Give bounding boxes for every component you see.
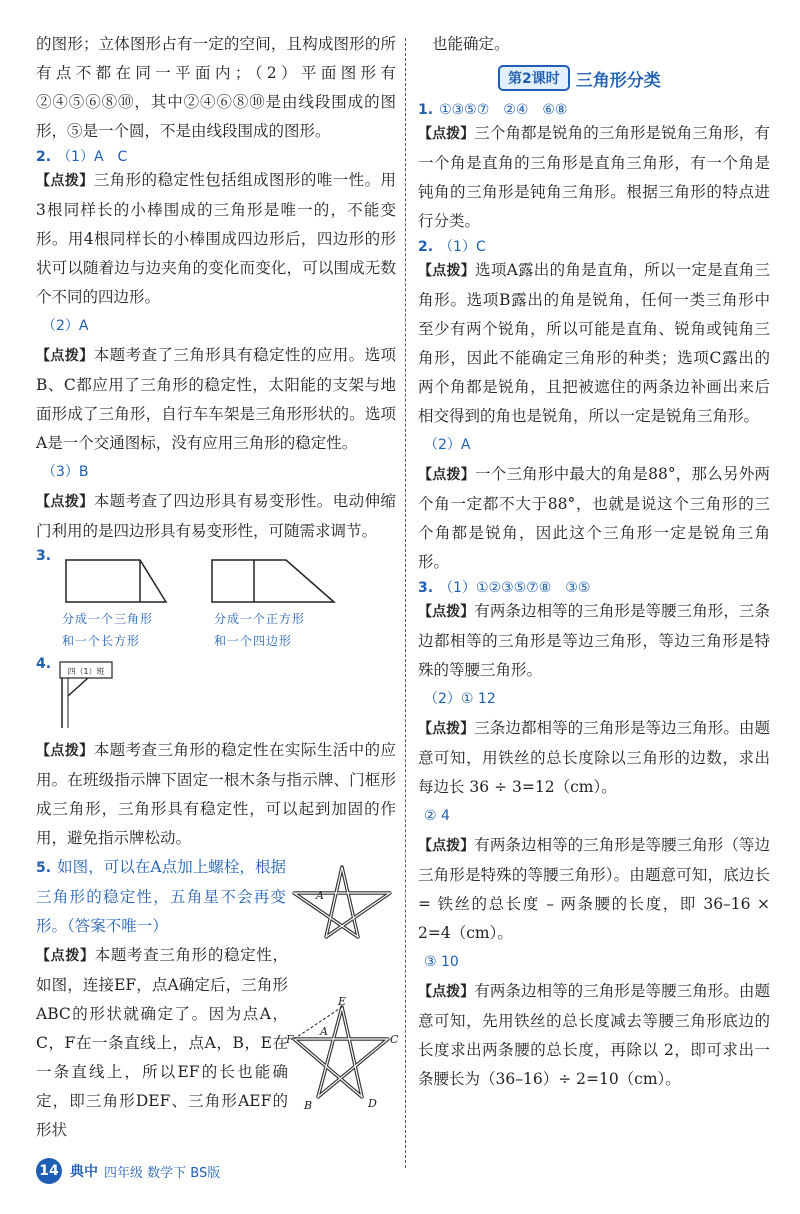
lesson-title: 三角形分类 <box>575 70 661 91</box>
caption: 和一个四边形 <box>214 634 293 648</box>
caption: 分成一个正方形 <box>214 612 306 626</box>
question-2: 2. （1）A C 【点拨】三角形的稳定性包括组成图形的唯一性。用3根同样长的小棒围成的三角形是唯一的，不能变形。用4根同样长的小棒围成四边形后，四边形的形状可以随着边与边夹角的变化而变化，可以围成无数个不同的四边形。 （2）A 【点拨】本题考查了三角形具有稳定性的应用。选项B、C都应用了三角形的稳定性，太阳能的支架与地面形成了三角形，自行车车架是三角形形状的。选项A是一个交通图标，没有应用三角形的稳定性。 （3）B 【点拨】本题考查了四边形具有易变形性。电动伸缩门利用的是四边形具有易变形性，可随需求调节。 <box>36 149 396 540</box>
r-question-1: 1. ①③⑤⑦ ②④ ⑥⑧ 【点拨】三个角都是锐角的三角形是锐角三角形，有一个角是直角的三角形是直角三角形，有一个角是钝角的三角形是钝角三角形。根据三角形的特点进行分类。 <box>418 102 770 230</box>
tip-text: 三个角都是锐角的三角形是锐角三角形，有一个角是直角的三角形是直角三角形，有一个角是钝角的三角形是钝角三角形。根据三角形的特点进行分类。 <box>418 124 770 230</box>
answer: 如图，可以在A点加上螺栓，根据三角形的稳定性，五角星不会再变形。（答案不唯一） <box>36 858 286 935</box>
caption: 和一个长方形 <box>62 634 141 648</box>
q3-figures <box>62 556 362 606</box>
tip-label: 【点拨】 <box>418 838 475 854</box>
point-label: A <box>320 1025 328 1038</box>
r-question-3: 3. （1）①②③⑤⑦⑧ ③⑤ 【点拨】有两条边相等的三角形是等腰三角形，三条边都相等的三角形是等边三角形，等边三角形是特殊的等腰三角形。 （2）① 12 【点拨】三条边都相等的三角形是等边三角形。由题意可知，用铁丝的总长度除以三角形的边数，求出每边长 36 ÷ 3=12（cm）。 ② 4 【点拨】有两条边相等的三角形是等腰三角形（等边三角形是特殊的等腰三角形）。由题意可知，底边长 = 铁丝的总长度 – 两条腰的长度，即 36–16 × 2=4（cm）。 ③ 10 【点拨】有两条边相等的三角形是等腰三角形。由题意可知，先用铁丝的总长度减去等腰三角形底边的长度求出两条腰的总长度，再除以 2，即可求出一条腰长为（36–16）÷ 2=10（cm）。 <box>418 580 770 1088</box>
caption: 分成一个三角形 <box>62 612 154 626</box>
q5-continuation: 也能确定。 <box>432 35 510 53</box>
tip-label: 【点拨】 <box>36 348 94 364</box>
answer: （2）A <box>424 437 471 453</box>
tip-label: 【点拨】 <box>418 126 475 142</box>
r-question-2: 2. （1）C 【点拨】选项A露出的角是直角，所以一定是直角三角形。选项B露出的角是锐角，任何一类三角形中至少有两个锐角，所以可能是直角、锐角或钝角三角形，因此不能确定三角形的种类；选项C露出的两个角都是锐角，且把被遮住的两条边补画出来后相交得到的角也是锐角，所以一定是锐角三角形。 （2）A 【点拨】一个三角形中最大的角是88°，那么另外两个角一定都不大于88°，也就是说这个三角形的三个角都是锐角，因此这个三角形一定是锐角三角形。 <box>418 239 771 571</box>
tip-label: 【点拨】 <box>36 173 94 189</box>
point-label: E <box>338 995 347 1008</box>
point-label: C <box>390 1033 399 1046</box>
answer: ①③⑤⑦ ②④ ⑥⑧ <box>439 102 568 118</box>
question-4: 4. 四（1）班 <box>36 656 396 736</box>
question-3: 3. 分成一个三角形 和一个长方形 分成一个正方形 和一个四边形 <box>36 548 396 656</box>
tip-label: 【点拨】 <box>36 948 95 964</box>
answer: （1）①②③⑤⑦⑧ ③⑤ <box>439 580 591 596</box>
tip-text: 本题考查三角形的稳定性，如图，连接EF，点A确定后，三角形ABC的形状就确定了。因为点A，C，F在一条直线上，点A，B，E在一条直线上，所以EF的长也能确定，即三角形DEF、三角形AEF的形状 <box>36 946 288 1139</box>
page-footer <box>36 1158 220 1184</box>
answer: （1）A C <box>57 149 128 165</box>
tip-label: 【点拨】 <box>418 721 475 737</box>
answer: （2）A <box>42 318 89 334</box>
answer: （3）B <box>42 464 89 480</box>
page-number: 14 <box>36 1158 62 1184</box>
lesson-tag: 第2课时 <box>498 65 570 91</box>
column-divider <box>405 38 406 1168</box>
tip-label: 【点拨】 <box>418 604 475 620</box>
right-column <box>418 30 770 1094</box>
tip-label: 【点拨】 <box>36 743 94 759</box>
brand-logo: 典中 <box>70 1164 98 1180</box>
answer: ③ 10 <box>424 954 459 970</box>
star-figure-top <box>286 863 401 951</box>
tip-text: 有两条边相等的三角形是等腰三角形（等边三角形是特殊的等腰三角形）。由题意可知，底边长 = 铁丝的总长度 – 两条腰的长度，即 36–16 × 2=4（cm）。 <box>418 836 770 942</box>
answer: ② 4 <box>424 808 450 824</box>
tip-text: 本题考查了三角形具有稳定性的应用。选项B、C都应用了三角形的稳定性，太阳能的支架与地面形成了三角形，自行车车架是三角形形状的。选项A是一个交通图标，没有应用三角形的稳定性。 <box>36 346 396 452</box>
tip-text: 一个三角形中最大的角是88°，那么另外两个角一定都不大于88°，也就是说这个三角形的三个角都是锐角，因此这个三角形一定是锐角三角形。 <box>418 465 771 571</box>
question-5: A 5. 如图，可以在A点加上螺栓，根据三角形的稳定性，五角星不会再变形。（答案不唯一） E F C A B D 【点拨】本题考查三角形的稳定性，如图，连接EF，点A确定后，三角形ABC的形状就确定了。因为点A，C，F在一条直线上，点A，B，E在一条直线上，所以EF的长也能确定，即三角形DEF、三角形AEF的形状 <box>36 853 396 1145</box>
answer: （2）① 12 <box>424 691 496 707</box>
answer: （1）C <box>439 239 486 255</box>
tip-text: 三条边都相等的三角形是等边三角形。由题意可知，用铁丝的总长度除以三角形的边数，求出每边长 36 ÷ 3=12（cm）。 <box>418 719 770 796</box>
tip-text: 本题考查三角形的稳定性在实际生活中的应用。在班级指示牌下固定一根木条与指示牌、门框形成三角形，三角形具有稳定性，可以起到加固的作用，避免指示牌松动。 <box>36 741 396 847</box>
star-figure-labeled <box>284 995 399 1113</box>
lesson-header <box>498 65 770 91</box>
point-label: D <box>368 1097 377 1110</box>
tip-text: 有两条边相等的三角形是等腰三角形，三条边都相等的三角形是等边三角形，等边三角形是特殊的等腰三角形。 <box>418 602 770 679</box>
tip-label: 【点拨】 <box>418 984 475 1000</box>
tip-label: 【点拨】 <box>418 263 476 279</box>
point-label: F <box>286 1033 294 1046</box>
tip-label: 【点拨】 <box>36 494 94 510</box>
point-label: B <box>304 1099 313 1112</box>
tip-text: 三角形的稳定性包括组成图形的唯一性。用3根同样长的小棒围成的三角形是唯一的，不能变形。用4根同样长的小棒围成四边形后，四边形的形状可以随着边与边夹角的变化而变化，可以围成无数个不同的四边形。 <box>36 171 396 306</box>
left-column <box>36 30 399 1145</box>
tip-text: 选项A露出的角是直角，所以一定是直角三角形。选项B露出的角是锐角，任何一类三角形中至少有两个锐角，所以可能是直角、锐角或钝角三角形，因此不能确定三角形的种类；选项C露出的两个角都是锐角，且把被遮住的两条边补画出来后相交得到的角也是锐角，所以一定是锐角三角形。 <box>418 261 771 425</box>
tip-label: 【点拨】 <box>418 467 475 483</box>
tip-text: 有两条边相等的三角形是等腰三角形。由题意可知，先用铁丝的总长度减去等腰三角形底边的长度求出两条腰的总长度，再除以 2，即可求出一条腰长为（36–16）÷ 2=10（cm）。 <box>418 982 770 1088</box>
book-title: 四年级 数学下 BS版 <box>104 1165 221 1181</box>
q4-figure <box>58 660 118 730</box>
tip-text: 本题考查了四边形具有易变形性。电动伸缩门利用的是四边形具有易变形性，可随需求调节。 <box>36 492 396 540</box>
q1-continuation: 的图形；立体图形占有一定的空间，且构成图形的所有点不都在同一平面内；（2）平面图形有②④⑤⑥⑧⑩，其中②④⑥⑧⑩是由线段围成的图形，⑤是一个圆，不是由线段围成的图形。 <box>36 35 396 140</box>
sign-text: 四（1）班 <box>67 667 105 676</box>
point-label: A <box>316 889 324 902</box>
